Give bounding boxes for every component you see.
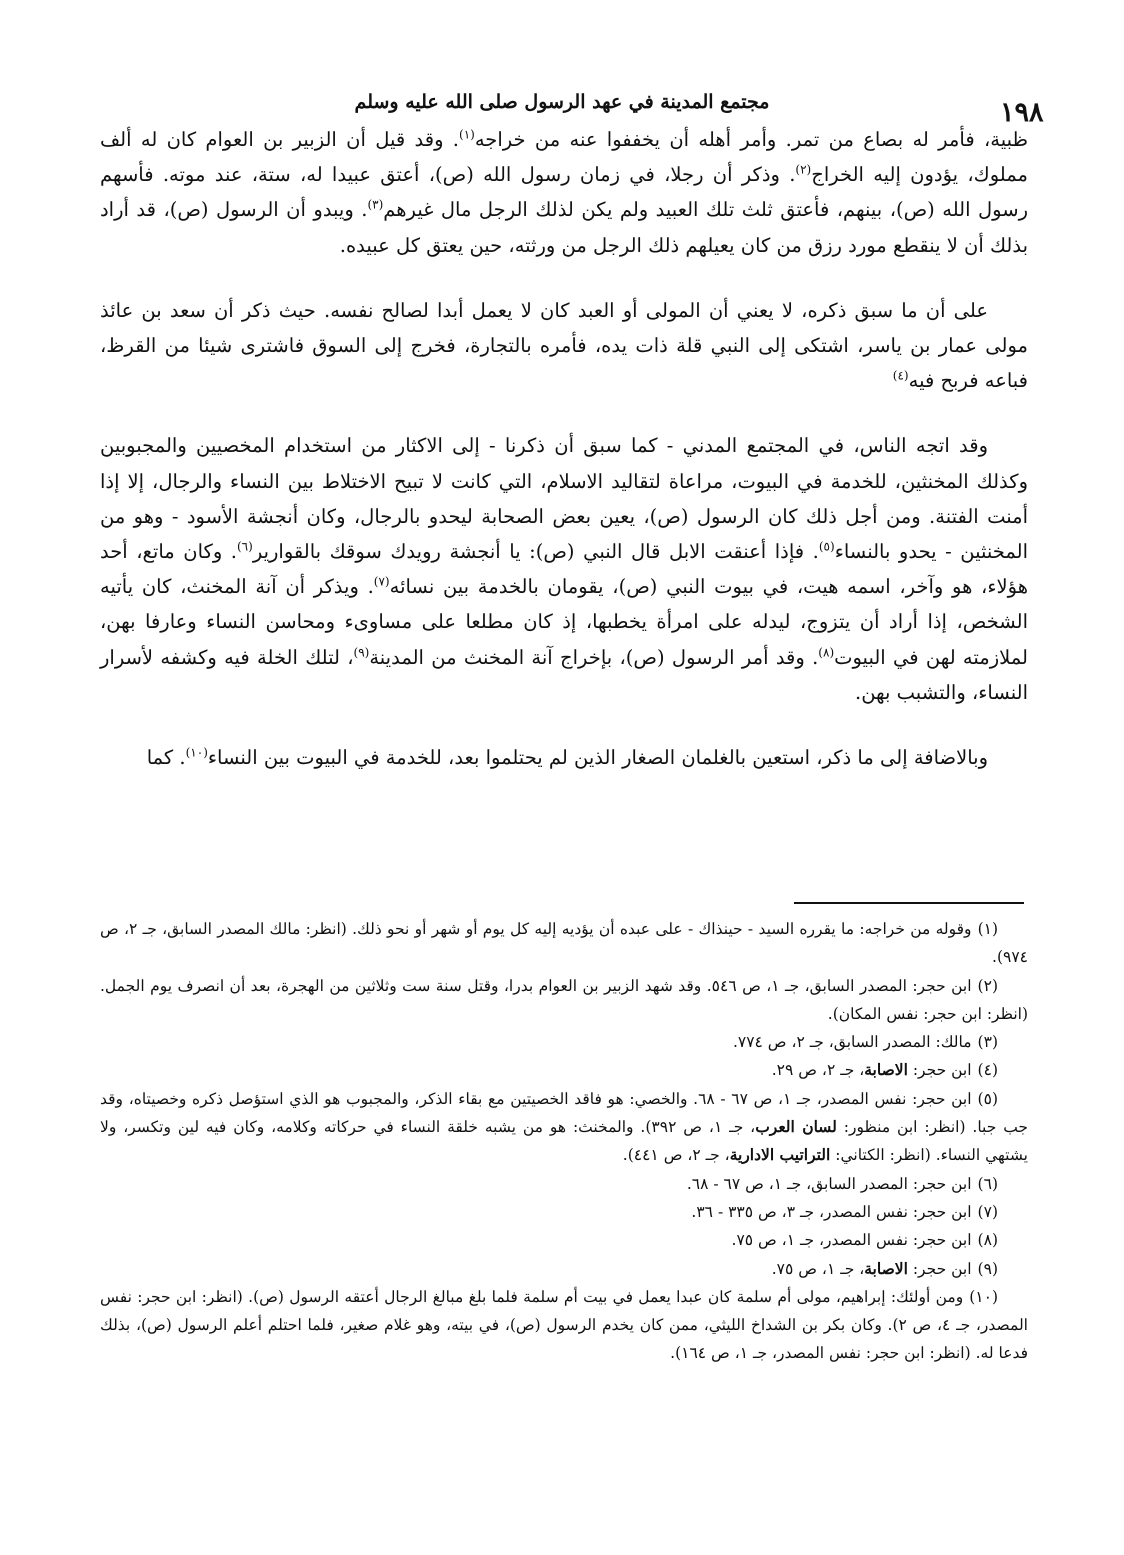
footnote-number: (٧) <box>977 1202 998 1221</box>
paragraph-3 <box>100 428 1028 710</box>
footnote-7 <box>100 1198 1028 1226</box>
text-run: . كما <box>146 746 186 770</box>
footnote-ref[interactable]: (٩) <box>353 645 370 660</box>
text-run: . وكان ماتع، أحد هؤلاء، هو وآخر، اسمه هيت، في بيوت النبي (ص)، يقومان بالخدمة بين نسائه <box>100 540 1029 599</box>
footnote-separator <box>794 902 1024 904</box>
footnote-text: ، جـ ١، ص ٧٥. <box>771 1259 865 1278</box>
footnote-text: ابن حجر: المصدر السابق، جـ ١، ص ٦٧ - ٦٨. <box>686 1174 972 1193</box>
text-run: ظبية، فأمر له بصاع من تمر. وأمر أهله أن يخففوا عنه من خراجه <box>474 128 1028 151</box>
text-run: . ويبدو أن الرسول (ص)، قد أراد بذلك أن لا ينقطع مورد رزق من كان يعيلهم ذلك الرجل من ورثته، حين يعتق كل عبيده. <box>100 198 1028 257</box>
text-run: ، لتلك الخلة فيه وكشفه لأسرار النساء، والتشبب بهن. <box>100 645 1028 704</box>
footnote-ref[interactable]: (٨) <box>818 645 835 660</box>
footnote-ref[interactable]: (٥) <box>818 539 835 554</box>
source-title: لسان العرب <box>755 1117 837 1137</box>
footnote-9 <box>100 1255 1028 1283</box>
paragraph-4 <box>100 740 1028 775</box>
footnote-text: مالك: المصدر السابق، جـ ٢، ص ٧٧٤. <box>732 1033 972 1052</box>
footnote-10 <box>100 1283 1028 1368</box>
footnote-number: (١٠) <box>969 1287 998 1306</box>
footnote-6 <box>100 1170 1028 1198</box>
footnote-number: (٤) <box>977 1061 998 1080</box>
footnote-text: ابن حجر: <box>907 1061 972 1080</box>
source-title: التراتيب الادارية <box>729 1145 831 1165</box>
footnote-ref[interactable]: (٢) <box>795 162 812 177</box>
footnote-ref[interactable]: (٦) <box>236 539 253 554</box>
footnote-text: ابن حجر: نفس المصدر، جـ ٣، ص ٣٣٥ - ٣٦. <box>691 1202 972 1221</box>
footnote-text: ابن حجر: المصدر السابق، جـ ١، ص ٥٤٦. وقد شهد الزبير بن العوام بدرا، وقتل سنة ست وثلاثين من الهجرة، بعد أن انصرف يوم الجمل. (انظر: ابن حجر: نفس المكان). <box>100 976 1028 1023</box>
text-run: . فإذا أعنقت الابل قال النبي (ص): يا أنجشة رويدك سوقك بالقوارير <box>252 540 819 564</box>
source-title: الاصابة <box>864 1258 908 1278</box>
page-number: ١٩٨ <box>1000 97 1044 128</box>
footnotes <box>100 915 1028 1368</box>
text-run: على أن ما سبق ذكره، لا يعني أن المولى أو العبد كان لا يعمل أبدا لصالح نفسه. حيث ذكر أن سعد بن عائذ مولى عمار بن ياسر، اشتكى إلى النبي قلة ذات يده، فأمره بالتجارة، فخرج إلى السوق فاشترى شيئا من القرظ، فباعه فربح فيه <box>100 298 1028 393</box>
footnote-number: (٥) <box>977 1089 998 1108</box>
footnote-2 <box>100 972 1028 1029</box>
footnote-text: ومن أولئك: إبراهيم، مولى أم سلمة كان عبدا يعمل في بيت أم سلمة فلما بلغ مبالغ الرجال أعتقه الرسول (ص). (انظر: ابن حجر: نفس المصدر، جـ ٤، ص ٢). وكان بكر بن الشداخ الليثي، ممن كان يخدم الرسول (ص)، في بيته، وهو غلام صغير، فلما احتلم أعلم الرسول (ص)، بذلك فدعا له. (انظر: ابن حجر: نفس المصدر، جـ ١، ص ١٦٤). <box>100 1287 1028 1363</box>
footnote-text: ابن حجر: <box>907 1259 972 1278</box>
footnote-text: ، جـ ٢، ص ٢٩. <box>771 1061 865 1080</box>
footnote-4 <box>100 1056 1028 1084</box>
footnote-ref[interactable]: (٤) <box>892 368 909 383</box>
text-run: . وقد قيل أن الزبير بن العوام كان له ألف مملوك، يؤدون إليه الخراج <box>100 128 1028 187</box>
footnote-8 <box>100 1226 1028 1254</box>
footnote-5 <box>100 1085 1028 1170</box>
running-title: مجتمع المدينة في عهد الرسول صلى الله عليه وسلم <box>354 91 770 113</box>
footnote-1 <box>100 915 1028 972</box>
text-run: . ويذكر أن آنة المخنث، كان يأتيه الشخص، إذا أراد أن يتزوج، ليدله على امرأة يخطبها، إذ كان مطلعا على مساوىء ومحاسن النساء وعارفا بهن، لملازمته لهن في البيوت <box>100 575 1028 669</box>
footnote-number: (١) <box>977 920 999 938</box>
footnote-text: ، جـ ٢، ص ٤٤١). <box>622 1146 730 1165</box>
paragraph-1 <box>100 122 1028 263</box>
text-run: . وذكر أن رجلا، في زمان رسول الله (ص)، أعتق عبيدا له، ستة، عند موته. فأسهم رسول الله (ص)، بينهم، فأعتق ثلث تلك العبيد ولم يكن لذلك الرجل مال غيرهم <box>100 163 1028 222</box>
footnote-text: ، جـ ١، ص ٣٩٢). والمخنث: هو من يشبه خلقة النساء في حركاته وكلامه، وكان فيه لين وتكسر، ولا يشتهي النساء. (انظر: الكتاني: <box>100 1118 1028 1165</box>
footnote-text: ابن حجر: نفس المصدر، جـ ١، ص ٦٧ - ٦٨. والخصي: هو فاقد الخصيتين مع بقاء الذكر، والمجبوب هو الذي استؤصل ذكره وخصيتاه، وقد جب جبا. (انظر: ابن منظور: <box>100 1089 1029 1137</box>
footnote-ref[interactable]: (٧) <box>373 574 390 589</box>
footnote-text: وقوله من خراجه: ما يقرره السيد - حينذاك - على عبده أن يؤديه إليه كل يوم أو شهر أو نحو ذلك. (انظر: مالك المصدر السابق، جـ ٢، ص ٩٧٤). <box>100 920 1028 967</box>
footnote-3 <box>100 1028 1028 1056</box>
footnote-number: (٨) <box>977 1231 998 1250</box>
footnote-text: ابن حجر: نفس المصدر، جـ ١، ص ٧٥. <box>731 1231 972 1250</box>
footnote-ref[interactable]: (٣) <box>367 197 384 212</box>
main-text <box>100 122 1028 775</box>
text-run: . وقد أمر الرسول (ص)، بإخراج آنة المخنث من المدينة <box>369 645 819 669</box>
footnote-number: (٢) <box>977 976 998 995</box>
text-run: وبالاضافة إلى ما ذكر، استعين بالغلمان الصغار الذين لم يحتلموا بعد، للخدمة في البيوت بين النساء <box>207 746 988 770</box>
footnote-number: (٦) <box>977 1174 998 1193</box>
footnote-number: (٩) <box>977 1259 998 1278</box>
text-run: وقد اتجه الناس، في المجتمع المدني - كما سبق أن ذكرنا - إلى الاكثار من استخدام المخصيين والمجبوبين وكذلك المخنثين، للخدمة في البيوت، مراعاة لتقاليد الاسلام، التي كانت لا تبيح الاختلاط بين النساء والرجال، إلا إذا أمنت الفتنة. ومن أجل ذلك كان الرسول (ص)، يعين بعض الصحابة ليحدو بالرجال، وكان أنجشة الأسود - وهو من المخنثين - يحدو بالنساء <box>100 434 1028 564</box>
footnote-ref[interactable]: (١) <box>459 127 475 142</box>
paragraph-2 <box>100 293 1028 399</box>
footnote-ref[interactable]: (١٠) <box>185 745 208 760</box>
footnote-number: (٣) <box>977 1033 998 1052</box>
source-title: الاصابة <box>864 1060 908 1080</box>
